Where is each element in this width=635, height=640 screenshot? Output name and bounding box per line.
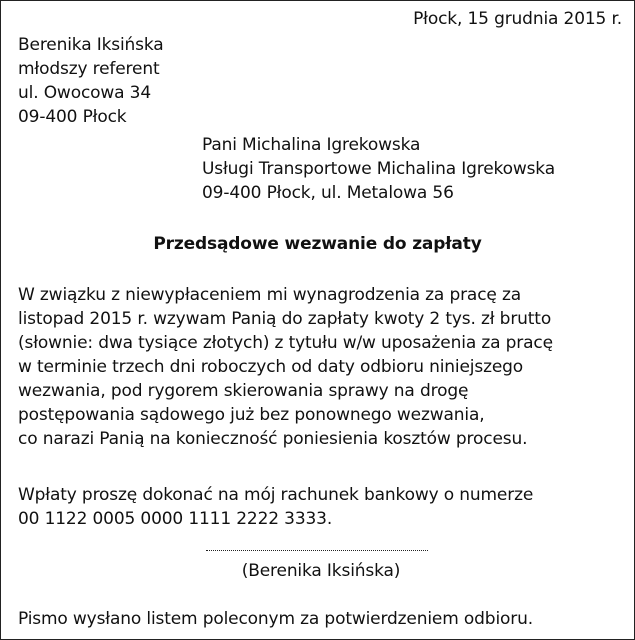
body-line: listopad 2015 r. wzywam Panią do zapłaty kwoty 2 tys. zł brutto (18, 309, 552, 329)
sender-name: Berenika Iksińska (18, 35, 164, 55)
recipient-block (202, 135, 555, 207)
body-line: Wpłaty proszę dokonać na mój rachunek bankowy o numerze (18, 485, 534, 505)
footer-note: Pismo wysłano listem poleconym za potwierdzeniem odbioru. (18, 609, 533, 629)
signature-name: (Berenika Iksińska) (241, 561, 401, 581)
body-line: wezwania, pod rygorem skierowania sprawy na drogę (18, 381, 469, 401)
sender-block (18, 35, 164, 131)
body-line: W związku z niewypłaceniem mi wynagrodzenia za pracę za (18, 285, 522, 305)
body-paragraph-1 (18, 285, 553, 453)
body-line: w terminie trzech dni roboczych od daty odbioru niniejszego (18, 357, 524, 377)
bank-account-number: 00 1122 0005 0000 1111 2222 3333. (18, 509, 333, 529)
letter-title: Przedsądowe wezwanie do zapłaty (153, 234, 482, 254)
sender-street: ul. Owocowa 34 (18, 83, 151, 103)
place-date: Płock, 15 grudnia 2015 r. (413, 9, 622, 29)
body-paragraph-2 (18, 485, 533, 533)
body-line: (słownie: dwa tysiące złotych) z tytułu w/w uposażenia za pracę (18, 333, 553, 353)
sender-position: młodszy referent (18, 59, 160, 79)
recipient-name: Pani Michalina Igrekowska (202, 135, 421, 155)
body-line: co narazi Panią na konieczność poniesienia kosztów procesu. (18, 429, 528, 449)
recipient-company: Usługi Transportowe Michalina Igrekowska (202, 159, 555, 179)
body-line: postępowania sądowego już bez ponownego wezwania, (18, 405, 485, 425)
signature-line (206, 550, 428, 551)
sender-city: 09-400 Płock (18, 107, 127, 127)
recipient-address: 09-400 Płock, ul. Metalowa 56 (202, 183, 454, 203)
